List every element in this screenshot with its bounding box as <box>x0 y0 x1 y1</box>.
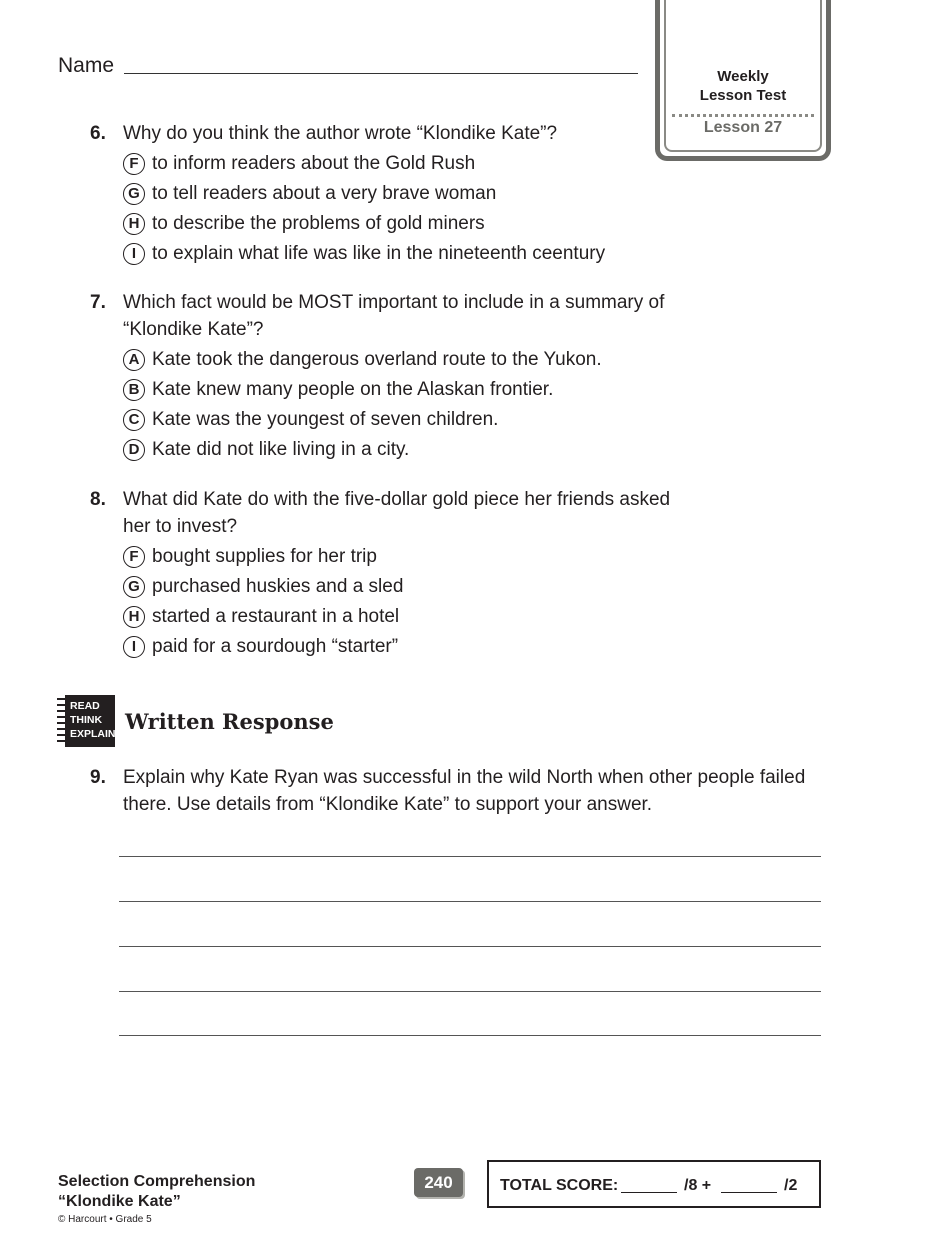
question-text: What did Kate do with the five-dollar gold piece her friends asked <box>123 489 671 510</box>
answer-bubble[interactable]: G <box>123 183 145 205</box>
question-text: Explain why Kate Ryan was successful in the wild North when other people failed <box>123 767 806 788</box>
answer-text: Kate took the dangerous overland route to the Yukon. <box>152 349 602 370</box>
question-text: Why do you think the author wrote “Klondike Kate”? <box>123 123 558 144</box>
score-label: TOTAL SCORE: <box>500 1177 619 1194</box>
answer-bubble[interactable]: H <box>123 606 145 628</box>
answer-bubble[interactable]: C <box>123 409 145 431</box>
read-think-explain-label <box>65 695 115 747</box>
answer-text: Kate did not like living in a city. <box>152 439 410 460</box>
copyright-text: © Harcourt • Grade 5 <box>58 1214 152 1225</box>
badge-title-line2: Lesson Test <box>699 87 787 104</box>
icon-word-explain: EXPLAIN <box>70 728 116 740</box>
question-text-continued: “Klondike Kate”? <box>123 319 264 340</box>
question-number: 6. <box>90 123 106 144</box>
question-9 <box>90 764 830 824</box>
answer-text: Kate was the youngest of seven children. <box>152 409 499 430</box>
badge-dotted-divider <box>672 114 814 117</box>
answer-line[interactable] <box>119 946 821 947</box>
question-6 <box>90 120 830 270</box>
total-score-box <box>487 1160 821 1208</box>
answer-text: to tell readers about a very brave woman <box>152 183 497 204</box>
answer-bubble[interactable]: D <box>123 439 145 461</box>
answer-bubble[interactable]: H <box>123 213 145 235</box>
answer-text: to explain what life was like in the nineteenth ceentury <box>152 243 606 264</box>
question-text-continued: her to invest? <box>123 516 238 537</box>
answer-bubble[interactable]: A <box>123 349 145 371</box>
answer-line[interactable] <box>119 901 821 902</box>
answer-text: to inform readers about the Gold Rush <box>152 153 476 174</box>
question-number: 7. <box>90 292 106 313</box>
icon-word-read: READ <box>70 700 100 712</box>
answer-bubble[interactable]: I <box>123 636 145 658</box>
question-number: 8. <box>90 489 106 510</box>
answer-bubble[interactable]: G <box>123 576 145 598</box>
badge-title-line1: Weekly <box>717 68 769 85</box>
question-7 <box>90 289 830 469</box>
answer-bubble[interactable]: I <box>123 243 145 265</box>
section-title: Written Response <box>125 709 334 734</box>
badge-lesson-number: Lesson 27 <box>703 119 783 136</box>
question-text: Which fact would be MOST important to include in a summary of <box>123 292 665 313</box>
question-number: 9. <box>90 767 106 788</box>
footer-line1: Selection Comprehension <box>58 1173 256 1190</box>
answer-line[interactable] <box>119 856 821 857</box>
score-blank-2[interactable] <box>721 1192 777 1193</box>
footer-line2: “Klondike Kate” <box>58 1193 181 1210</box>
answer-text: paid for a sourdough “starter” <box>152 636 399 657</box>
footer-selection-title <box>58 1172 255 1212</box>
icon-word-think: THINK <box>70 714 103 726</box>
question-text-continued: there. Use details from “Klondike Kate” to support your answer. <box>123 794 653 815</box>
question-8 <box>90 486 830 666</box>
answer-bubble[interactable]: F <box>123 153 145 175</box>
answer-line[interactable] <box>119 1035 821 1036</box>
page-number: 240 <box>414 1168 463 1197</box>
answer-text: purchased huskies and a sled <box>152 576 404 597</box>
score-out-of-2: /2 <box>784 1177 798 1194</box>
read-think-explain-icon <box>57 695 115 747</box>
answer-text: bought supplies for her trip <box>152 546 377 567</box>
name-field[interactable] <box>58 54 638 78</box>
answer-line[interactable] <box>119 991 821 992</box>
score-blank-1[interactable] <box>621 1192 677 1193</box>
score-out-of-8: /8 + <box>684 1177 712 1194</box>
answer-text: Kate knew many people on the Alaskan frontier. <box>152 379 554 400</box>
answer-bubble[interactable]: B <box>123 379 145 401</box>
name-input-line[interactable] <box>124 73 638 74</box>
badge-title <box>660 67 826 105</box>
answer-text: to describe the problems of gold miners <box>152 213 485 234</box>
answer-bubble[interactable]: F <box>123 546 145 568</box>
name-label: Name <box>58 54 115 77</box>
answer-text: started a restaurant in a hotel <box>152 606 400 627</box>
